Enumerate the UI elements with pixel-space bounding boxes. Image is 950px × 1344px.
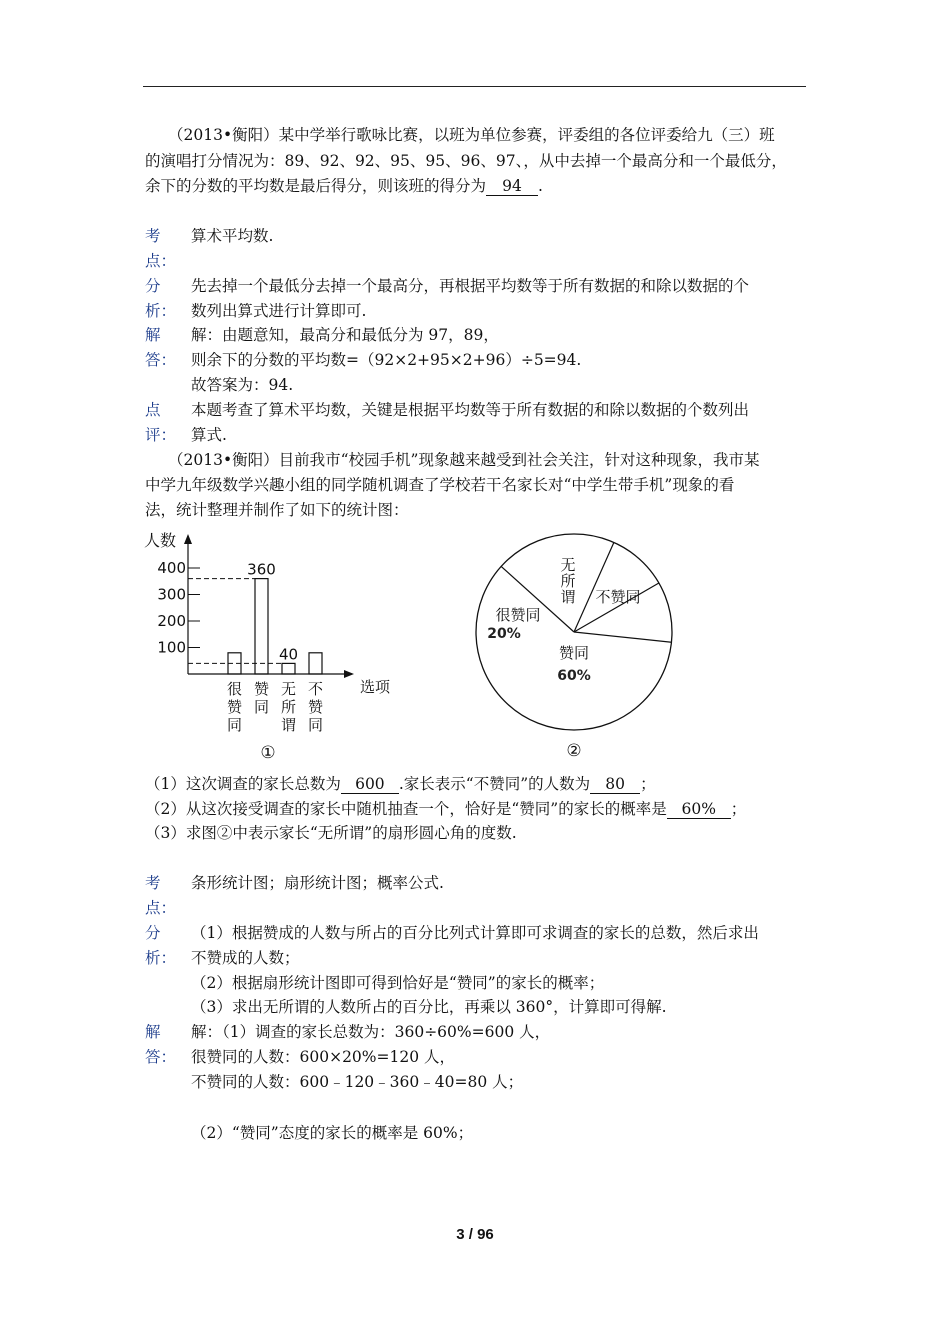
problem1-line3 [145, 176, 543, 196]
jieda-label-2: 答： [145, 351, 177, 369]
bar-3 [309, 653, 322, 674]
kaodian2-label-2: 点： [145, 899, 177, 917]
fenxi2-label-2: 析： [145, 949, 177, 967]
jieda2-text-3: 不赞同的人数：600﹣120﹣360﹣40=80 人； [191, 1073, 524, 1091]
dianping-text-1: 本题考查了算术平均数，关键是根据平均数等于所有数据的和除以数据的个数列出 [191, 401, 750, 419]
problem1-line3-suffix: . [538, 177, 543, 195]
problem1-line3-prefix: 余下的分数的平均数是最后得分，则该班的得分为 [145, 177, 487, 195]
x-tick-label: 同 [307, 716, 324, 734]
dianping-text-2: 算式. [191, 426, 227, 444]
bar-chart-caption: ① [260, 743, 276, 763]
q1-answer-disagree: 80 [590, 775, 640, 794]
jieda2-text-1: 解：（1）调查的家长总数为：360÷60%=600 人， [191, 1023, 551, 1041]
x-tick-label: 很 [226, 680, 243, 698]
fenxi2-text-4: （3）求出无所谓的人数所占的百分比，再乘以 360°，计算即可得解. [191, 998, 667, 1016]
fenxi-text-1: 先去掉一个最低分去掉一个最高分，再根据平均数等于所有数据的和除以数据的个 [191, 277, 750, 295]
q1-answer-total: 600 [341, 775, 399, 794]
jieda-text-2: 则余下的分数的平均数=（92×2+95×2+96）÷5=94. [191, 351, 582, 369]
fenxi-text-2: 数列出算式进行计算即可. [191, 302, 367, 320]
q1-prefix: （1）这次调查的家长总数为 [145, 775, 341, 793]
x-tick-label: 赞 [226, 698, 243, 716]
pie-slice-label: 所 [560, 572, 576, 590]
y-tick-label: 200 [157, 612, 186, 630]
bar-value-label: 360 [247, 560, 276, 579]
y-tick-label: 100 [157, 638, 186, 657]
kaodian2-text: 条形统计图；扇形统计图；概率公式. [191, 874, 444, 892]
q1-suffix: ； [640, 775, 656, 793]
pie-slice-label: 谓 [560, 588, 576, 606]
jieda2-label-2: 答： [145, 1048, 177, 1066]
pie-chart [470, 524, 680, 764]
kaodian-text: 算术平均数. [191, 227, 274, 245]
jieda2-text-4: （2）“赞同”态度的家长的概率是 60%； [191, 1124, 474, 1142]
problem2-line2: 中学九年级数学兴趣小组的同学随机调查了学校若干名家长对“中学生带手机”现象的看 [145, 476, 735, 494]
fenxi2-text-2: 不赞成的人数； [191, 949, 300, 967]
x-tick-label: 不 [307, 680, 324, 698]
x-tick-label: 赞 [307, 698, 324, 716]
y-tick-label: 400 [157, 559, 186, 577]
pie-slice-label: 无 [560, 556, 576, 574]
kaodian2-label-1: 考 [145, 874, 161, 892]
dianping-label-1: 点 [145, 401, 161, 419]
q2-suffix: ； [730, 800, 747, 818]
dianping-label-2: 评： [145, 426, 177, 444]
bar-2 [282, 663, 295, 674]
y-axis-label: 人数 [144, 531, 177, 550]
x-axis-arrow [344, 670, 354, 678]
y-axis-arrow [184, 534, 192, 544]
pie-slice-label: 很赞同 [495, 606, 541, 624]
q1-middle: .家长表示“不赞同”的人数为 [398, 775, 591, 793]
pie-slice-label: 赞同 [558, 644, 590, 662]
question-2 [145, 799, 746, 819]
x-tick-label: 所 [280, 698, 297, 716]
question-3: （3）求图②中表示家长“无所谓”的扇形圆心角的度数. [145, 824, 517, 842]
fenxi-label-1: 分 [145, 277, 161, 295]
problem1-answer: 94 [486, 177, 538, 196]
question-1 [145, 774, 656, 794]
problem2-line1: （2013•衡阳）目前我市“校园手机”现象越来越受到社会关注，针对这种现象，我市某 [168, 451, 760, 469]
bar-1 [255, 579, 268, 674]
x-tick-label: 同 [226, 716, 243, 734]
fenxi-label-2: 析： [145, 302, 177, 320]
problem1-line1: （2013•衡阳）某中学举行歌咏比赛，以班为单位参赛，评委组的各位评委给九（三）班 [168, 126, 775, 144]
problem1-line2: 的演唱打分情况为：89、92、92、95、95、96、97、，从中去掉一个最高分和一个最低分， [145, 152, 787, 170]
fenxi2-label-1: 分 [145, 924, 161, 942]
fenxi2-text-1: （1）根据赞成的人数与所占的百分比列式计算即可求调查的家长的总数，然后求出 [191, 924, 759, 942]
jieda2-label-1: 解 [145, 1023, 161, 1041]
jieda-text-3: 故答案为：94. [191, 376, 294, 394]
q2-answer: 60% [667, 800, 731, 819]
pie-percent-label: 20% [487, 626, 521, 642]
fenxi2-text-3: （2）根据扇形统计图即可得到恰好是“赞同”的家长的概率； [191, 974, 605, 992]
pie-chart-caption: ② [566, 741, 582, 761]
page-number: 3 / 96 [456, 1226, 494, 1243]
jieda2-text-2: 很赞同的人数：600×20%=120 人， [191, 1048, 456, 1066]
bar-value-label: 40 [278, 645, 299, 664]
x-tick-label: 谓 [280, 716, 297, 734]
x-tick-label: 同 [253, 698, 270, 716]
jieda-label-1: 解 [145, 326, 161, 344]
pie-percent-label: 60% [557, 668, 591, 684]
x-axis-label: 选项 [360, 678, 391, 696]
problem2-line3: 法，统计整理并制作了如下的统计图： [145, 501, 409, 519]
kaodian-label-2: 点： [145, 252, 177, 270]
kaodian-label-1: 考 [145, 227, 161, 245]
jieda-text-1: 解：由题意知，最高分和最低分为 97，89， [191, 326, 499, 344]
x-tick-label: 无 [280, 680, 297, 698]
bar-chart [140, 524, 410, 764]
q2-prefix: （2）从这次接受调查的家长中随机抽查一个，恰好是“赞同”的家长的概率是 [145, 800, 667, 818]
pie-slice-label: 不赞同 [595, 588, 641, 606]
header-rule [143, 86, 806, 87]
x-tick-label: 赞 [253, 680, 270, 698]
y-tick-label: 300 [157, 585, 186, 604]
